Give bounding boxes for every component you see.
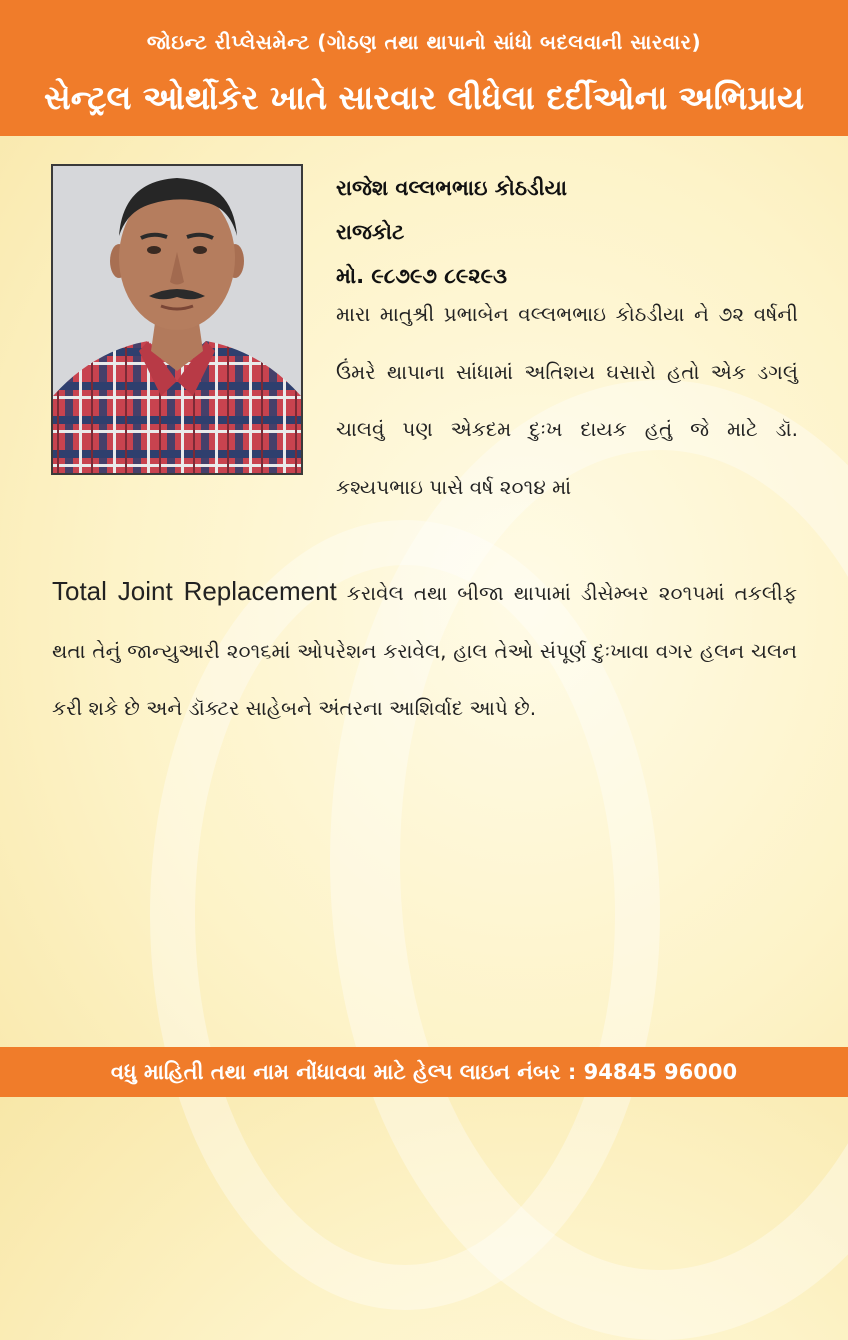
patient-name: રાજેશ વલ્લભભાઇ કોઠડીયા bbox=[336, 176, 567, 200]
testimonial-side-text: મારા માતુશ્રી પ્રભાબેન વલ્લભભાઇ કોઠડીયા ને ૭૨ વર્ષની ઉંમરે થાપાના સાંધામાં અતિશય ઘસારો હતો એક ડગલું ચાલવું પણ એકદમ દુઃખ દાયક હતું જે માટે ડૉ. કશ્યપભાઇ પાસે વર્ષ ૨૦૧૪ માં bbox=[336, 302, 798, 499]
patient-photo bbox=[51, 164, 303, 475]
header-subtitle: જોઇન્ટ રીપ્લેસમેન્ટ (ગોઠણ તથા થાપાનો સાંધો બદલવાની સારવાર) bbox=[146, 30, 702, 54]
procedure-name: Total Joint Replacement bbox=[52, 576, 337, 606]
patient-mobile: મો. ૯૮૭૯૭ ૮૯૨૯૩ bbox=[336, 264, 508, 288]
footer-helpline-bar bbox=[0, 1047, 848, 1097]
testimonial-full-text bbox=[52, 563, 797, 738]
testimonial-continuation: કરાવેલ તથા બીજા થાપામાં ડીસેમ્બર ૨૦૧૫માં તકલીફ થતા તેનું જાન્યુઆરી ૨૦૧૬માં ઓપરેશન કરાવેલ, હાલ તેઓ સંપૂર્ણ દુઃખાવા વગર હલન ચલન કરી શકે છે અને ડૉક્ટર સાહેબને અંતરના આશિર્વાદ આપે છે. bbox=[52, 581, 797, 720]
background-arc bbox=[330, 380, 848, 1340]
helpline-text: વધુ માહિતી તથા નામ નોંધાવવા માટે હેલ્પ લાઇન નંબર : 94845 96000 bbox=[110, 1060, 738, 1084]
header-title: સેન્ટ્રલ ઓર્થોકેર ખાતે સારવાર લીધેલા દર્દીઓના અભિપ્રાય bbox=[44, 78, 804, 117]
patient-info bbox=[336, 166, 806, 298]
patient-city: રાજકોટ bbox=[336, 220, 405, 244]
header-banner bbox=[0, 0, 848, 136]
